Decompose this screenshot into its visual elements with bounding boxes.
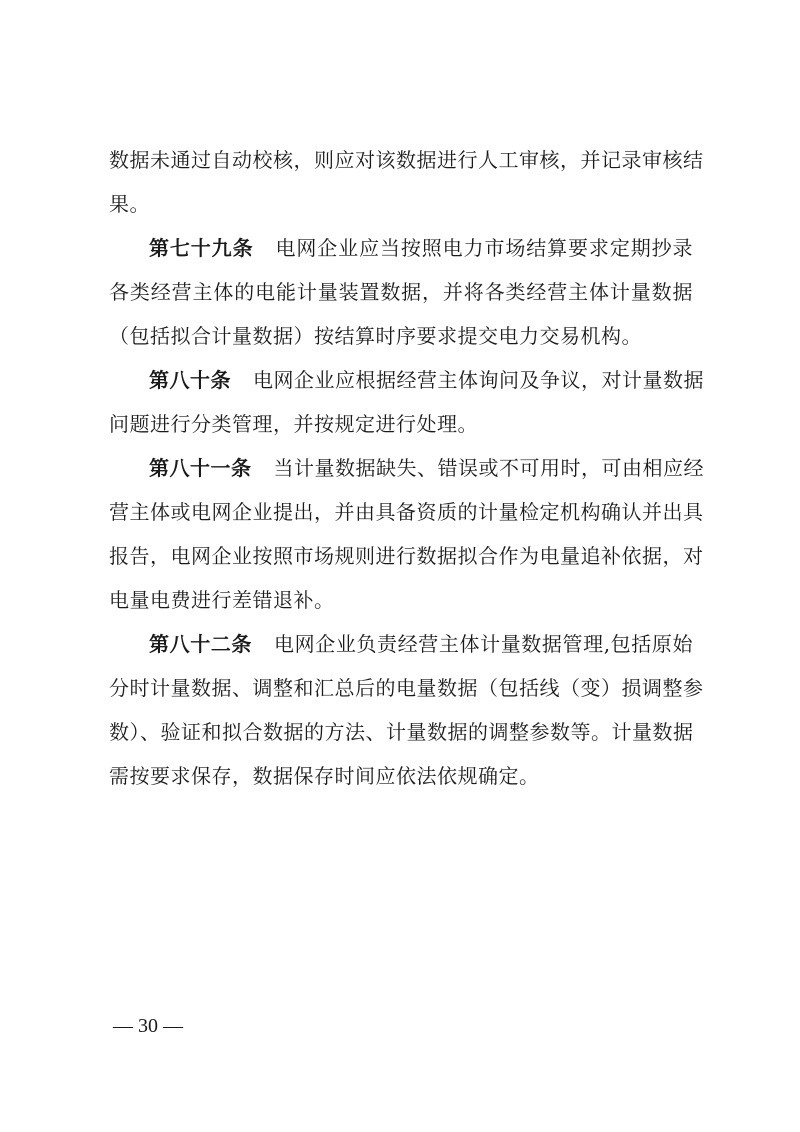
text-line: 各类经营主体的电能计量装置数据，并将各类经营主体计量数据 — [109, 280, 693, 304]
paragraph — [109, 138, 704, 226]
article-79 — [109, 226, 693, 358]
text-line: 报告，电网企业按照市场规则进行数据拟合作为电量追补依据，对 — [109, 544, 704, 568]
text-line: 数据未通过自动校核，则应对该数据进行人工审核，并记录审核结 — [109, 148, 704, 172]
text-line — [109, 226, 693, 270]
document-body — [109, 138, 704, 798]
text-line: 电量电费进行差错退补。 — [109, 588, 335, 612]
text-line — [109, 446, 704, 490]
text-line: （包括拟合计量数据）按结算时序要求提交电力交易机构。 — [109, 324, 642, 348]
article-text: 电网企业负责经营主体计量数据管理,包括原始 — [274, 632, 694, 656]
article-82 — [109, 622, 704, 798]
article-text: 电网企业应根据经营主体询问及争议，对计量数据 — [253, 368, 704, 392]
text-line: 问题进行分类管理，并按规定进行处理。 — [109, 412, 478, 436]
article-81 — [109, 446, 704, 622]
article-text: 电网企业应当按照电力市场结算要求定期抄录 — [275, 236, 694, 260]
article-heading: 第八十条 — [149, 368, 231, 392]
article-80 — [109, 358, 704, 446]
article-heading: 第八十一条 — [149, 456, 252, 480]
text-line: 营主体或电网企业提出，并由具备资质的计量检定机构确认并出具 — [109, 500, 704, 524]
article-text: 当计量数据缺失、错误或不可用时，可由相应经 — [273, 456, 704, 480]
text-line: 数）、验证和拟合数据的方法、计量数据的调整参数等。计量数据 — [109, 720, 694, 744]
text-line: 果。 — [109, 192, 150, 216]
text-line: 分时计量数据、调整和汇总后的电量数据（包括线（变）损调整参 — [109, 676, 704, 700]
text-line — [109, 622, 693, 666]
text-line: 需按要求保存，数据保存时间应依法依规确定。 — [109, 764, 540, 788]
page-number: — 30 — — [113, 1015, 183, 1037]
text-line — [109, 358, 704, 402]
article-heading: 第七十九条 — [149, 236, 254, 260]
article-heading: 第八十二条 — [149, 632, 253, 656]
